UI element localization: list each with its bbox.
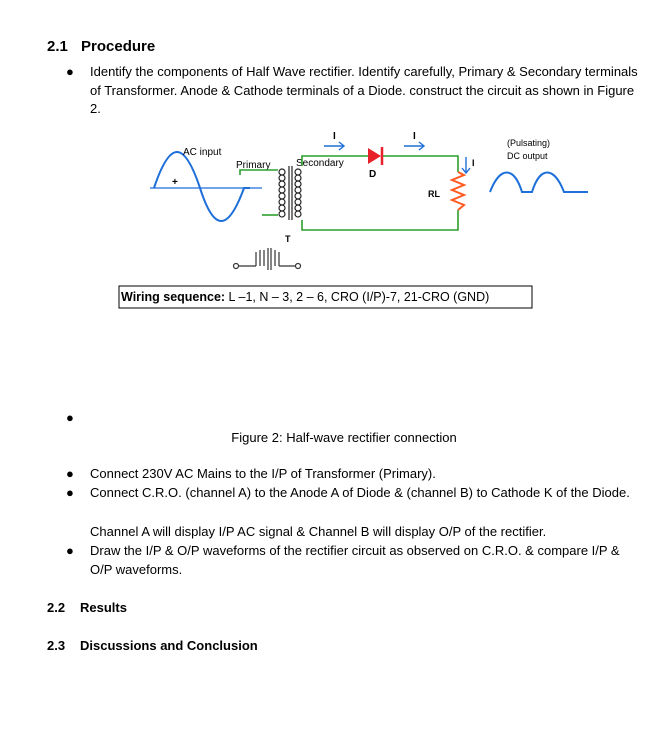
diode-label: D [369,169,377,180]
list-item [66,465,638,484]
list-item [66,542,638,579]
diode-icon [368,147,382,165]
dc-output-label: DC output [507,151,548,161]
secondary-label: Secondary [296,158,344,169]
primary-label: Primary [236,160,271,171]
current-arrow-icon [404,142,424,150]
section-title: Procedure [81,38,156,55]
section-title: Discussions and Conclusion [80,638,258,653]
ac-input-label: AC input [183,147,222,158]
section-heading-results [47,600,127,615]
list-item [66,484,638,503]
load-resistor-icon [452,172,464,210]
section-number: 2.3 [47,638,66,653]
empty-bullet-icon: ● [66,410,74,425]
bullet-icon: ● [66,484,74,500]
load-current-label: I [472,158,475,168]
secondary-wire-bottom [302,210,458,230]
section-heading-discussions [47,638,258,653]
load-resistor-label: RL [428,189,440,199]
primary-wire-top [240,170,278,175]
pulsating-dc-waveform-icon [490,173,588,193]
transformer-primary-coil-icon [279,169,285,217]
current-label-2: I [413,131,416,142]
wiring-sequence-text: Wiring sequence: L –1, N – 3, 2 – 6, CRO (I/P)-7, 21-CRO (GND) [121,290,490,304]
bullet-icon: ● [66,64,74,79]
bullet-icon: ● [66,543,74,558]
procedure-steps-bottom [66,465,638,502]
plus-sign: + [172,177,178,188]
current-arrow-icon [324,142,344,150]
channel-note: Channel A will display I/P AC signal & Channel B will display O/P of the rectifier. [90,524,547,539]
procedure-steps-bottom-2 [66,542,638,579]
bullet-icon: ● [66,466,74,481]
pulsating-label: (Pulsating) [507,138,551,148]
list-item-text: Connect 230V AC Mains to the I/P of Transformer (Primary). [90,466,436,481]
figure-caption: Figure 2: Half-wave rectifier connection [231,430,457,445]
diode-to-load-wire [383,156,458,172]
list-item-text: Connect C.R.O. (channel A) to the Anode A of Diode & (channel B) to Cathode K of the Diode. [90,484,630,500]
list-item-text: Identify the components of Half Wave rectifier. Identify carefully, Primary & Secondary terminals of Transformer. Anode & Cathode terminals of a Diode. construct the circuit as shown in Figure 2. [90,64,638,116]
list-item-text: Draw the I/P & O/P waveforms of the rectifier circuit as observed on C.R.O. & compare I/P & O/P waveforms. [90,543,620,577]
wiring-sequence-value: L –1, N – 3, 2 – 6, CRO (I/P)-7, 21-CRO (GND) [228,290,490,304]
section-number: 2.1 [47,38,68,55]
current-label-1: I [333,131,336,142]
transformer-label: T [285,234,291,244]
transformer-symbol-icon [234,248,301,270]
section-number: 2.2 [47,600,66,615]
transformer-secondary-coil-icon [295,169,301,217]
section-title: Results [80,600,127,615]
load-current-arrow-icon [462,157,470,173]
